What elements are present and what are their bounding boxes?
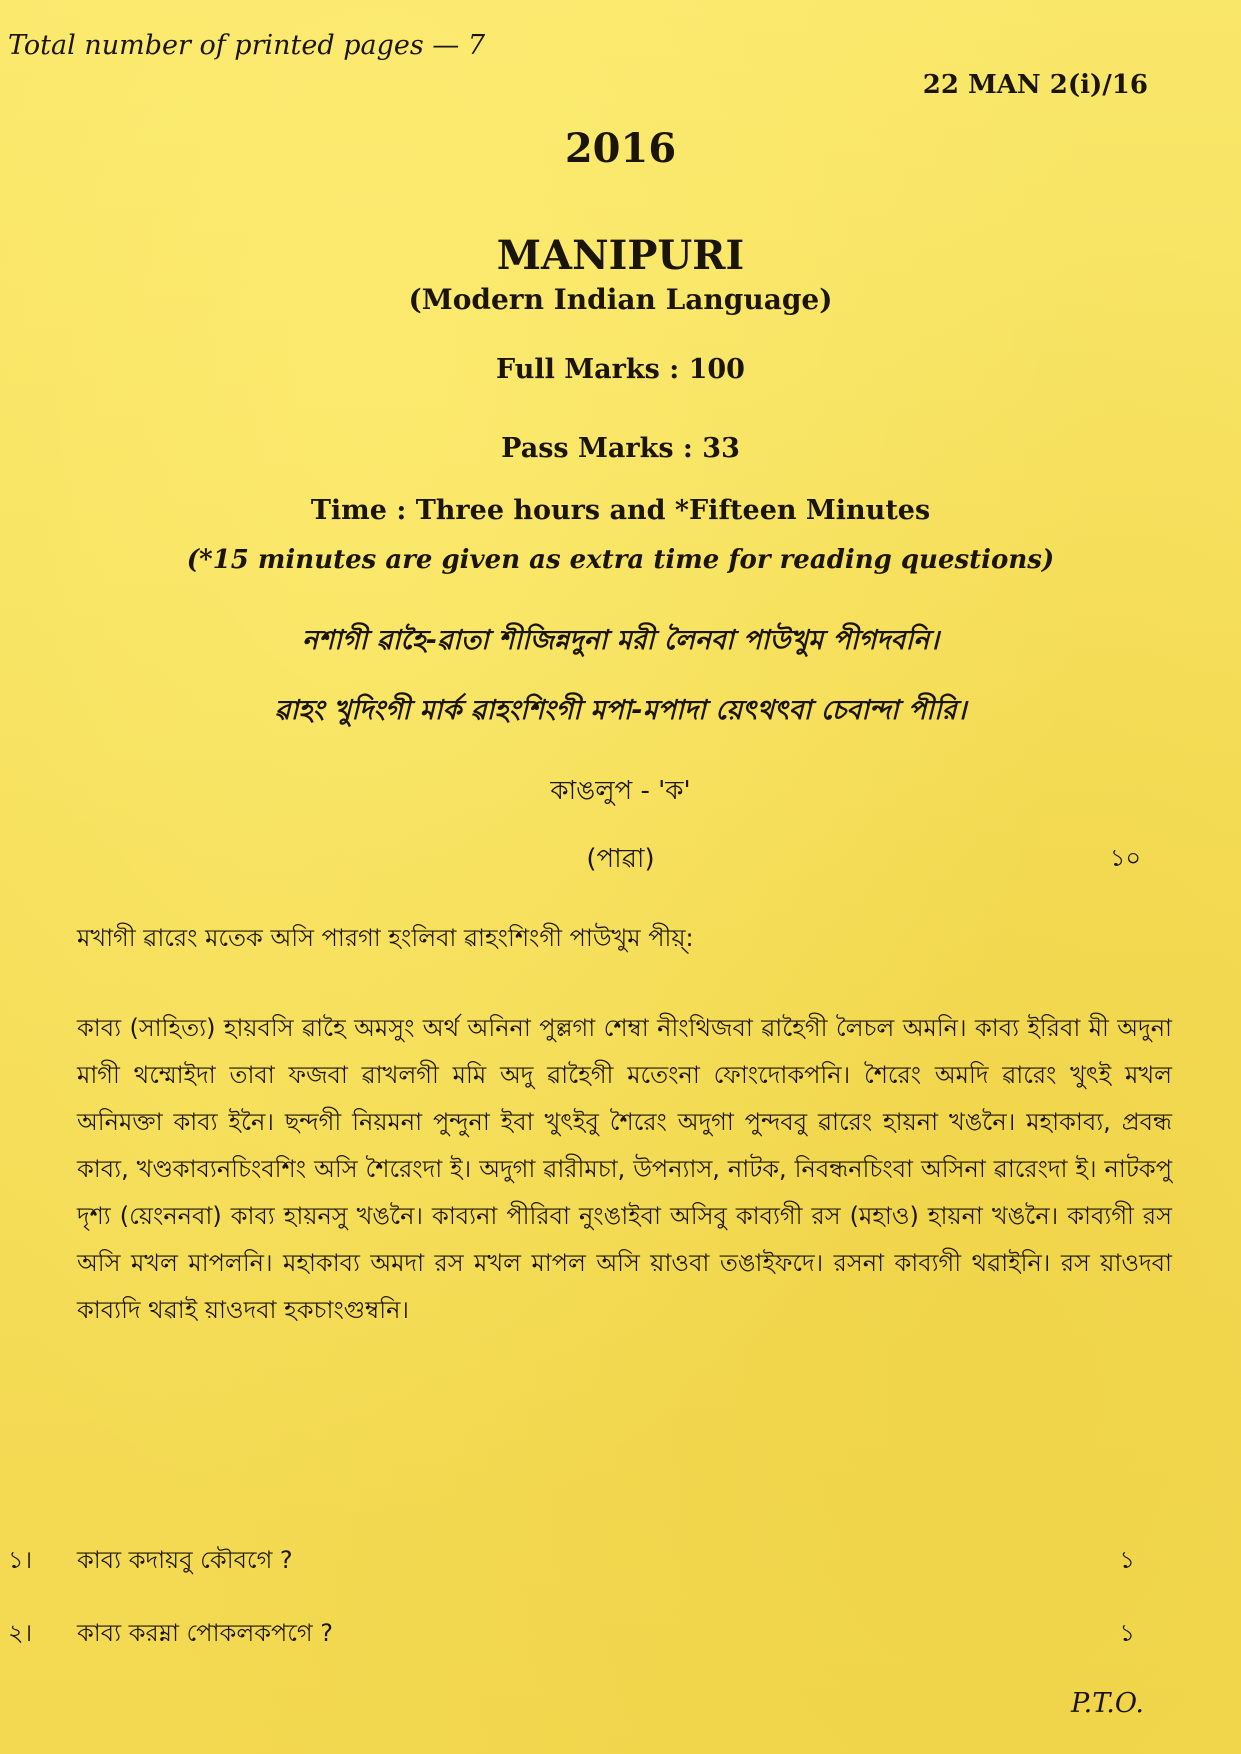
paper-code: 22 MAN 2(i)/16 <box>922 70 1148 100</box>
exam-year: 2016 <box>564 125 677 172</box>
question-text: কাব্য কদায়বু কৌবগে ? <box>77 1546 293 1574</box>
section-subtitle: (পাৱা) <box>586 844 655 874</box>
reading-passage: কাব্য (সাহিত্য) হায়বসি ৱাহৈ অমসুং অর্থ অনিনা পুল্লগা শেম্বা নীংথিজবা ৱাহৈগী লৈচল অমনি। কাব্য ইরিবা মী অদুনা মাগী থম্মোইদা তাবা ফজবা ৱাখলগী মমি অদু ৱাহৈগী মতেংনা ফোংদোকপনি। শৈরেং অমদি ৱারেং খুৎই মখল অনিমক্তা কাব্য ইনৈ। ছন্দগী নিয়মনা পুন্দুনা ইবা খুৎইবু শৈরেং অদুগা পুন্দববু ৱারেং হায়না খঙনৈ। মহাকাব্য, প্রবন্ধ কাব্য, খণ্ডকাব্যনচিংবশিং অসি শৈরেংদা ই। অদুগা ৱারীমচা, উপন্যাস, নাটক, নিবন্ধনচিংবা অসিনা ৱারেংদা ই। নাটকপু দৃশ্য (য়েংননবা) কাব্য হায়নসু খঙনৈ। কাব্যনা পীরিবা নুংঙাইবা অসিবু কাব্যগী রস (মহাও) হায়না খঙনৈ। কাব্যগী রস অসি মখল মাপলনি। মহাকাব্য অমদা রস মখল মাপল অসি য়াওবা তঙাইফদে। রসনা কাব্যগী থৱাইনি। রস য়াওদবা কাব্যদি থৱাই য়াওদবা হকচাংগুম্বনি। <box>77 1014 1172 1324</box>
section-title: কাঙলুপ - 'ক' <box>550 776 691 806</box>
question-number: ২। <box>8 1619 33 1647</box>
printed-pages-note: Total number of printed pages — 7 <box>8 30 486 61</box>
question-number: ১। <box>8 1546 33 1574</box>
subject-subtitle: (Modern Indian Language) <box>408 283 833 316</box>
please-turn-over: P.T.O. <box>1070 1688 1144 1719</box>
pass-marks: Pass Marks : 33 <box>501 433 740 464</box>
general-instruction-2: ৱাহং খুদিংগী মার্ক ৱাহংশিংগী মপা-মপাদা য়েৎথৎবা চেবান্দা পীরি। <box>274 695 967 726</box>
general-instruction-1: নশাগী ৱাহৈ-ৱাতা শীজিন্নদুনা মরী লৈনবা পাউখুম পীগদবনি। <box>302 625 939 656</box>
question-marks: ১ <box>1119 1619 1135 1647</box>
full-marks: Full Marks : 100 <box>496 354 745 385</box>
section-marks: ১০ <box>1109 844 1141 872</box>
extra-time-note: (*15 minutes are given as extra time for reading questions) <box>186 545 1055 575</box>
question-marks: ১ <box>1119 1546 1135 1574</box>
passage-instruction: মখাগী ৱারেং মতেক অসি পারগা হংলিবা ৱাহংশিংগী পাউখুম পীয়্: <box>77 924 694 952</box>
exam-time: Time : Three hours and *Fifteen Minutes <box>310 495 931 526</box>
question-text: কাব্য করম্না পোকলকপগে ? <box>77 1619 334 1647</box>
subject-title: MANIPURI <box>496 232 745 279</box>
